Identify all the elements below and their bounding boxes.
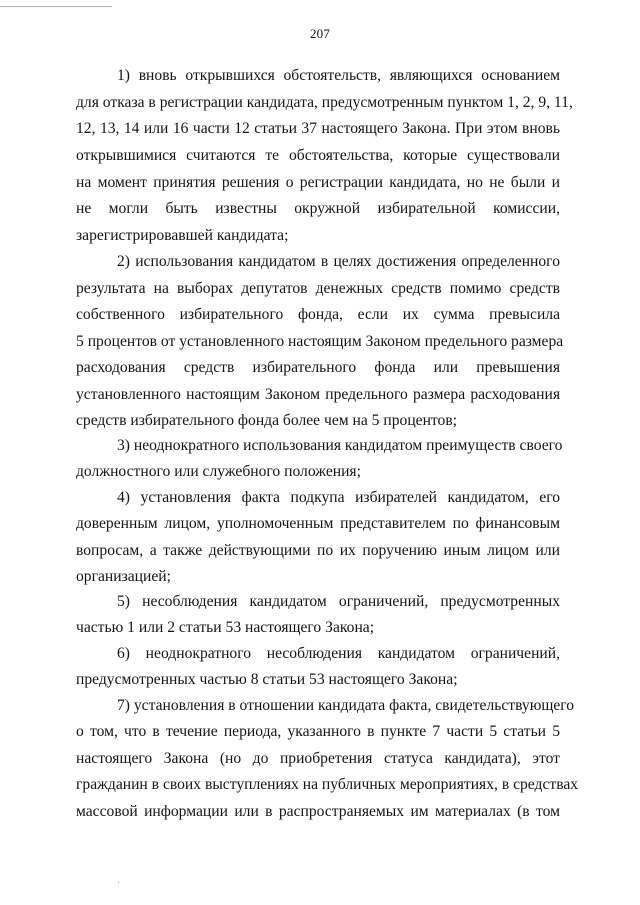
text-line: вопросам, а также действующими по их поручению иным лицом или bbox=[76, 542, 560, 559]
text-line: настоящего Закона (но до приобретения статуса кандидата), этот bbox=[76, 750, 560, 767]
text-line: доверенным лицом, уполномоченным представителем по финансовым bbox=[76, 515, 560, 532]
text-line: о том, что в течение периода, указанного в пункте 7 части 5 статьи 5 bbox=[76, 723, 560, 740]
text-line: частью 1 или 2 статьи 53 настоящего Закона; bbox=[76, 619, 375, 636]
text-line: 6) неоднократного несоблюдения кандидатом ограничений, bbox=[117, 645, 560, 662]
text-line: собственного избирательного фонда, если их сумма превысила bbox=[76, 306, 560, 323]
text-line: расходования средств избирательного фонда или превышения bbox=[76, 359, 560, 376]
text-line: 7) установления в отношении кандидата факта, свидетельствующего bbox=[117, 697, 575, 714]
text-line: 5) несоблюдения кандидатом ограничений, предусмотренных bbox=[117, 593, 560, 610]
text-line: 1) вновь открывшихся обстоятельств, являющихся основанием bbox=[117, 67, 560, 84]
text-line: массовой информации или в распространяемых им материалах (в том bbox=[76, 803, 560, 820]
page-number: 207 bbox=[309, 26, 331, 41]
text-line: гражданин в своих выступлениях на публичных мероприятиях, в средствах bbox=[76, 776, 579, 793]
text-line: для отказа в регистрации кандидата, предусмотренным пунктом 1, 2, 9, 11, bbox=[76, 94, 573, 111]
text-line: 4) установления факта подкупа избирателей кандидатом, его bbox=[117, 489, 560, 506]
text-line: 5 процентов от установленного настоящим Законом предельного размера bbox=[76, 333, 564, 350]
top-divider bbox=[0, 6, 112, 7]
text-line: установленного настоящим Законом предельного размера расходования bbox=[76, 386, 560, 403]
text-line: не могли быть известны окружной избирательной комиссии, bbox=[76, 200, 560, 217]
scan-speck bbox=[118, 882, 119, 883]
text-line: средств избирательного фонда более чем на 5 процентов; bbox=[76, 412, 458, 429]
text-line: предусмотренных частью 8 статьи 53 настоящего Закона; bbox=[76, 671, 458, 688]
text-line: открывшимися считаются те обстоятельства, которые существовали bbox=[76, 147, 560, 164]
text-line: организацией; bbox=[76, 568, 171, 585]
text-line: зарегистрировавшей кандидата; bbox=[76, 227, 289, 244]
text-line: 3) неоднократного использования кандидатом преимуществ своего bbox=[117, 437, 563, 454]
text-line: результата на выборах депутатов денежных средств помимо средств bbox=[76, 280, 560, 297]
text-line: 12, 13, 14 или 16 части 12 статьи 37 настоящего Закона. При этом вновь bbox=[76, 120, 560, 137]
text-line: на момент принятия решения о регистрации кандидата, но не были и bbox=[76, 174, 560, 191]
text-line: должностного или служебного положения; bbox=[76, 463, 361, 480]
text-line: 2) использования кандидатом в целях достижения определенного bbox=[117, 253, 560, 270]
